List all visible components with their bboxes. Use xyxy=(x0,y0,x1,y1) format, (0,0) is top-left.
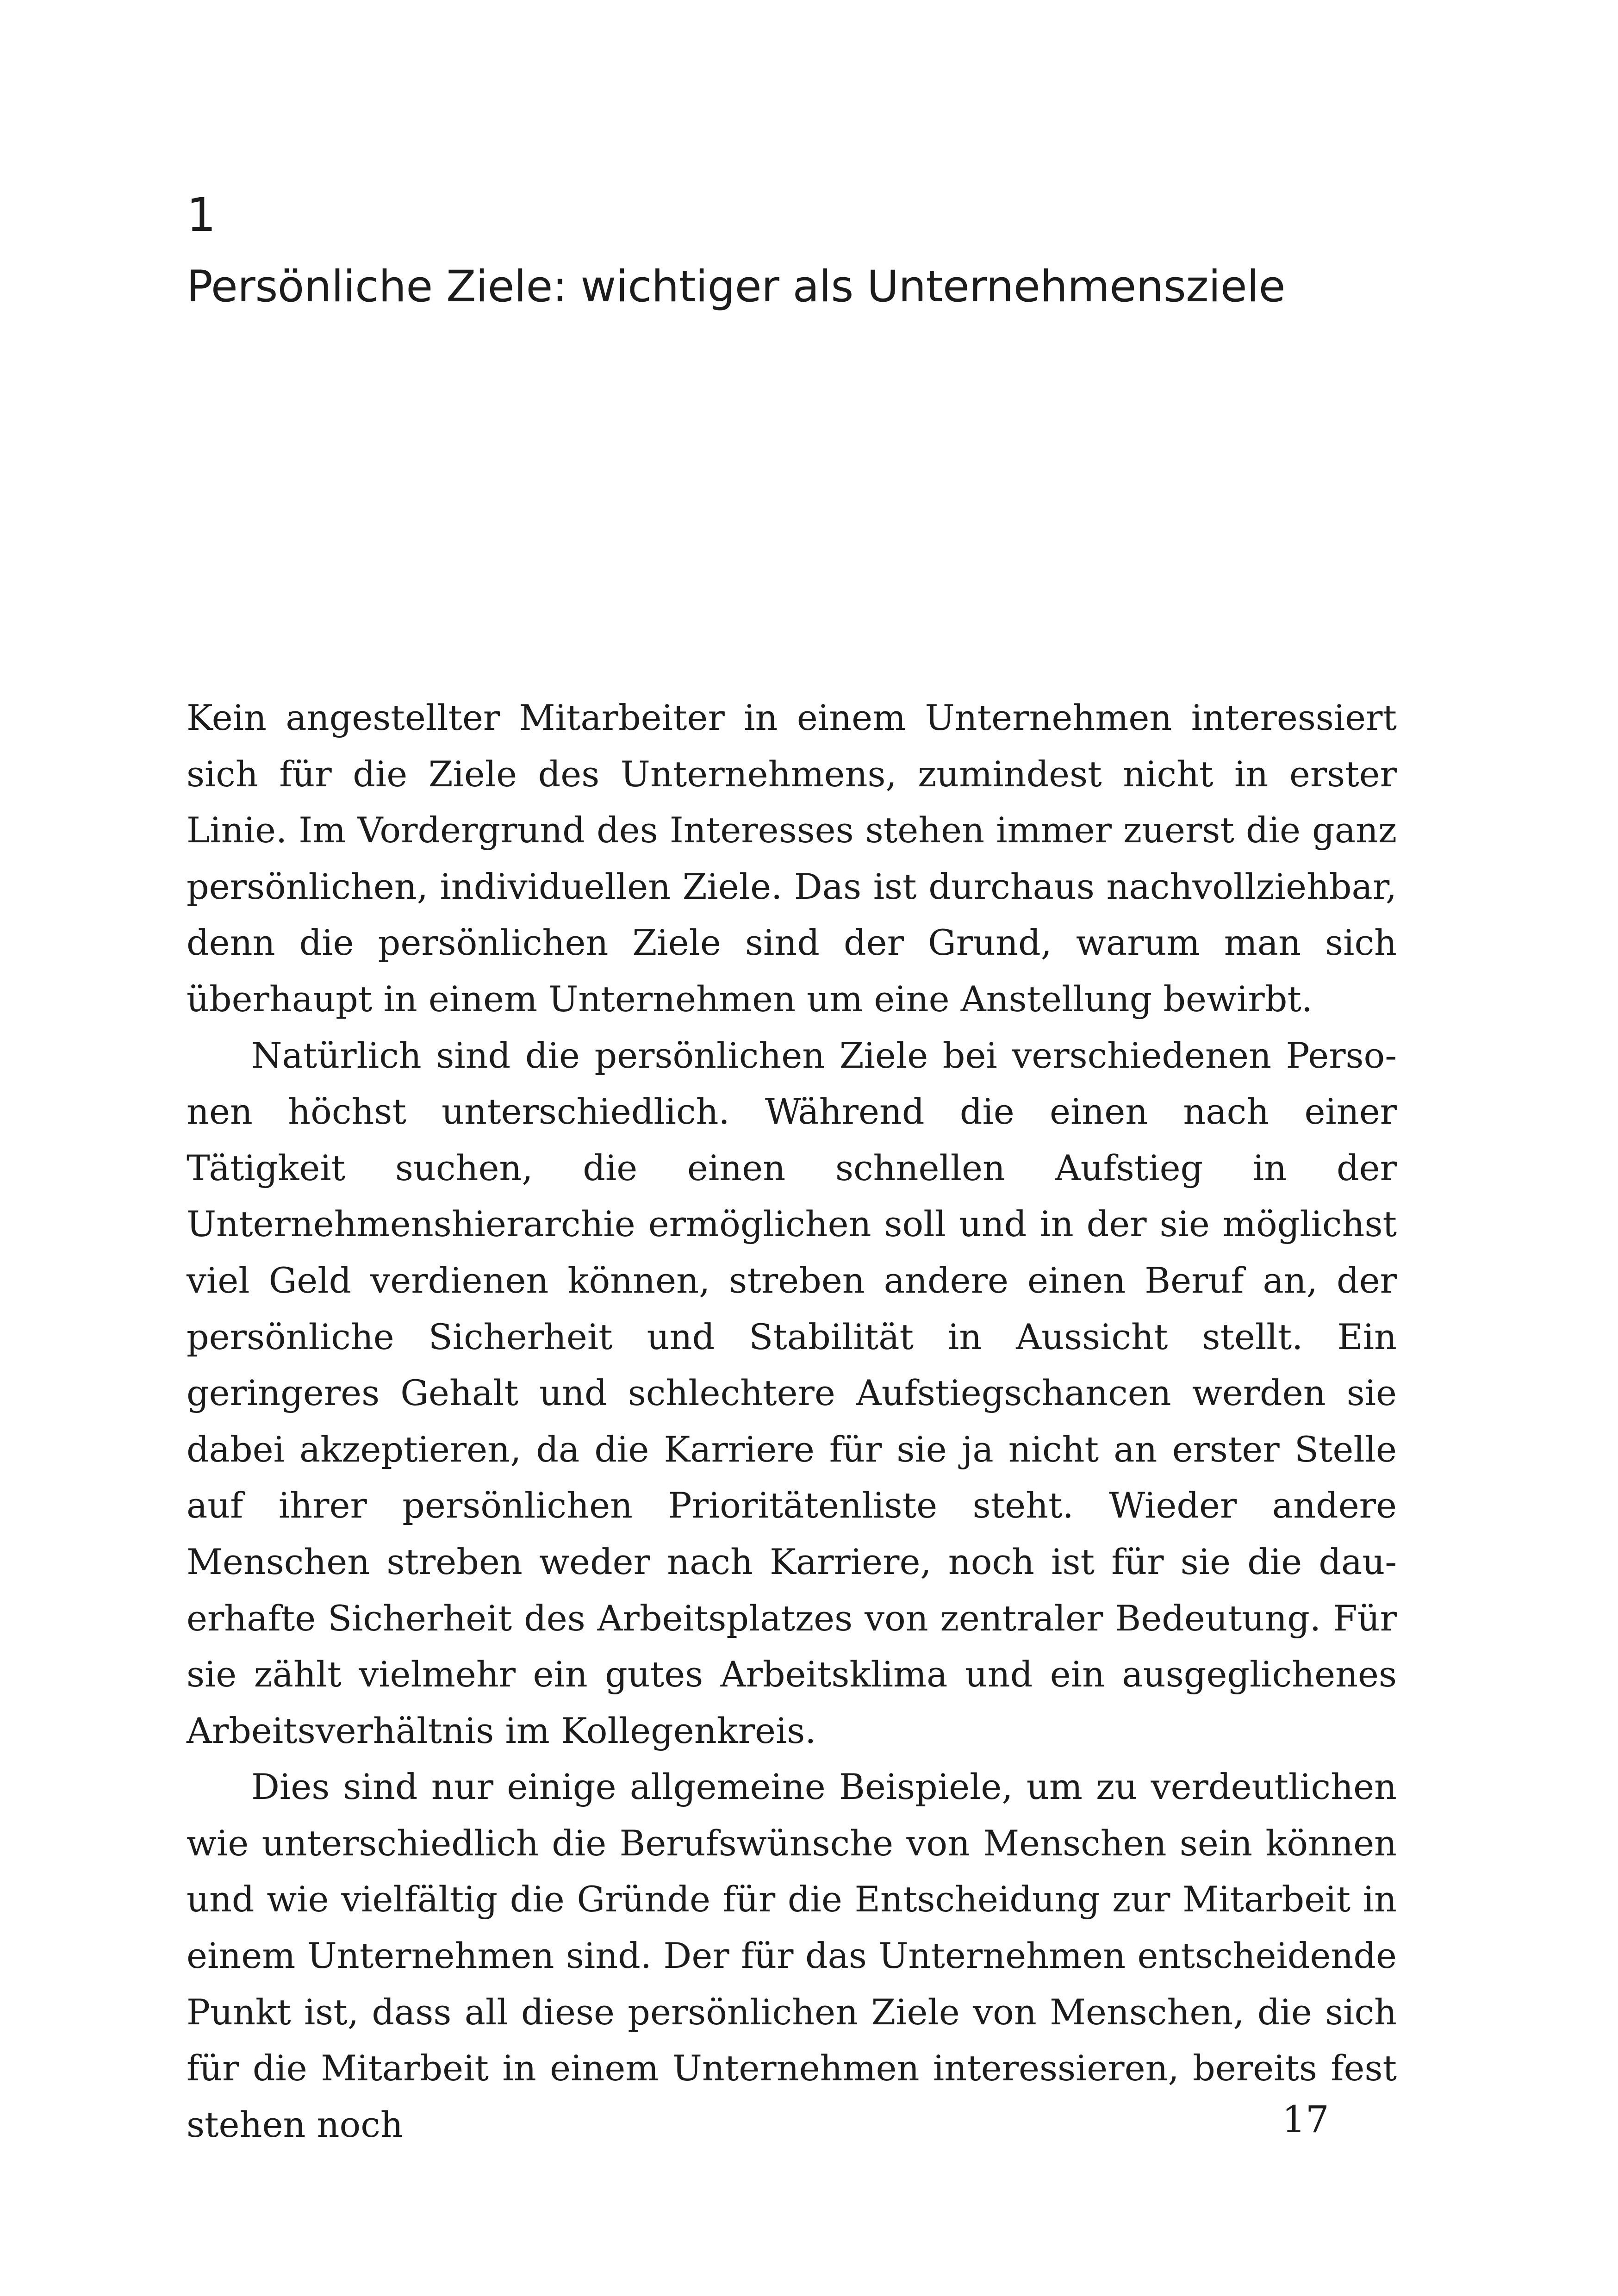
chapter-title: Persönliche Ziele: wichtiger als Unternehmensziele xyxy=(187,261,1285,312)
paragraph: Dies sind nur einige allgemeine Beispiele, um zu verdeutlichen wie unterschiedlich die Berufswünsche von Menschen sein können und wie vielfältig die Gründe für die Entscheidung zur Mitarbeit in einem Unternehmen sind. Der für das Unternehmen entscheidende Punkt ist, dass all diese persönlichen Ziele von Menschen, die sich für die Mitarbeit in einem Unternehmen interessieren, bereits fest stehen noch xyxy=(187,1766,1397,2145)
page-number: 17 xyxy=(1282,2098,1329,2141)
body-text xyxy=(187,690,1397,2153)
paragraph: Natürlich sind die persönlichen Ziele bei verschiedenen Personen höchst unterschiedlich. Während die einen nach einer Tätigkeit suchen, die einen schnellen Aufstieg in der Unternehmenshierarchie ermöglichen soll und in der sie möglichst viel Geld verdienen können, streben andere einen Beruf an, der persönliche Sicherheit und Stabilität in Aussicht stellt. Ein geringeres Gehalt und schlechtere Aufstiegschancen werden sie dabei akzeptieren, da die Karriere für sie ja nicht an erster Stelle auf ihrer persönlichen Prioritätenliste steht. Wieder andere Menschen streben weder nach Karriere, noch ist für sie die dauerhafte Sicherheit des Arbeitsplatzes von zentraler Bedeutung. Für sie zählt vielmehr ein gutes Arbeitsklima und ein ausgeglichenes Arbeitsverhältnis im Kollegenkreis. xyxy=(187,1034,1397,1751)
paragraph: Kein angestellter Mitarbeiter in einem Unternehmen interessiert sich für die Ziele des Unternehmens, zumindest nicht in erster Linie. Im Vordergrund des Interesses stehen immer zuerst die ganz persönlichen, individuellen Ziele. Das ist durchaus nachvollziehbar, denn die persönlichen Ziele sind der Grund, warum man sich überhaupt in einem Unternehmen um eine Anstellung bewirbt. xyxy=(187,697,1397,1020)
chapter-number: 1 xyxy=(187,188,216,242)
